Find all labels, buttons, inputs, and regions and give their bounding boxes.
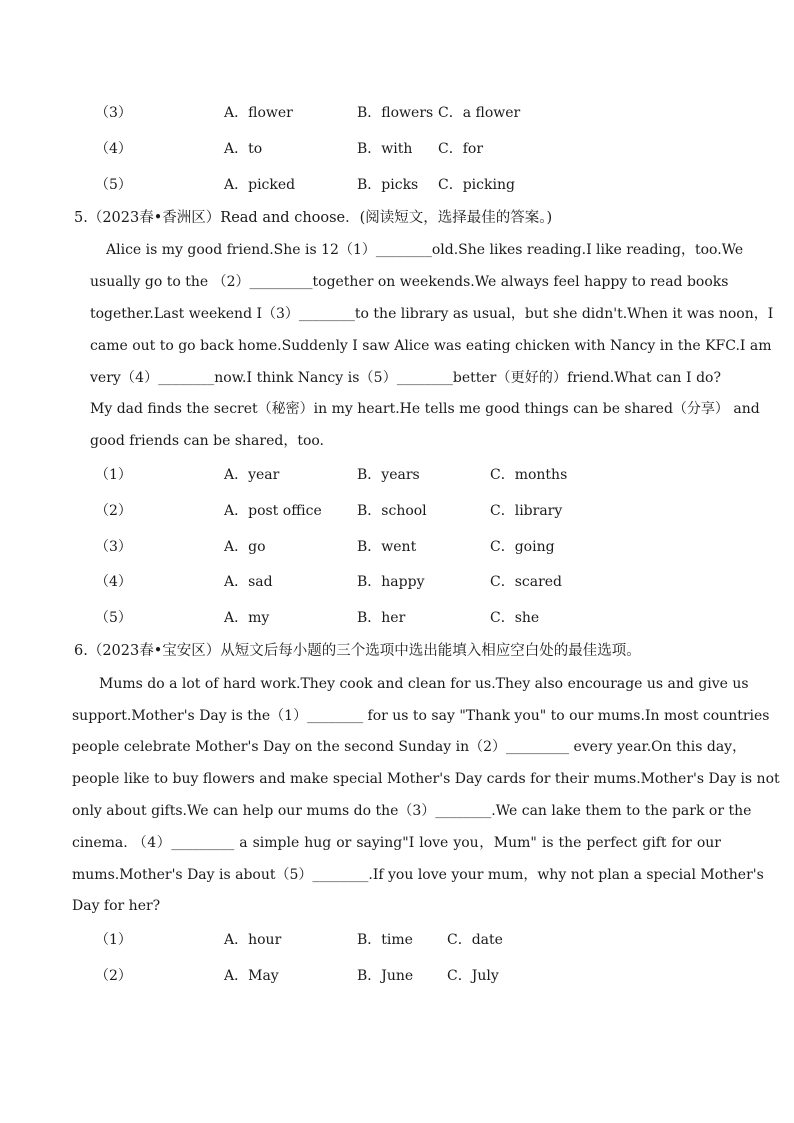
option-c: C．scared	[490, 574, 563, 590]
q5-passage-line: very（4）________now.I think Nancy is（5）________better（更好的）friend.What can I do?	[90, 370, 721, 386]
option-b: B．years	[357, 467, 420, 483]
option-number: （5）	[95, 177, 132, 193]
q6-passage-line: cinema. （4）_________ a simple hug or saying"I love you，Mum" is the perfect gift for our	[72, 835, 721, 851]
option-number: （3）	[95, 539, 132, 555]
option-b: B．June	[357, 968, 414, 984]
option-number: （4）	[95, 141, 132, 157]
option-number: （2）	[95, 503, 132, 519]
option-c: C．months	[490, 467, 568, 483]
option-b: B．picks	[357, 177, 419, 193]
option-b: B．went	[357, 539, 417, 555]
option-c: C．July	[447, 968, 499, 984]
q6-passage-line: mums.Mother's Day is about（5）________.If you love your mum，why not plan a special Mother's	[72, 867, 764, 883]
option-b: B．her	[357, 610, 406, 626]
option-b: B．with	[357, 141, 413, 157]
option-a: A．sad	[224, 574, 273, 590]
option-c: C．going	[490, 539, 555, 555]
q6-title: 6.（2023春•宝安区）从短文后每小题的三个选项中选出能填入相应空白处的最佳选项。	[74, 643, 641, 659]
option-c: C．picking	[438, 177, 515, 193]
option-a: A．year	[224, 467, 280, 483]
option-a: A．hour	[224, 932, 282, 948]
q5-passage-line: usually go to the （2）_________together on weekends.We always feel happy to read books	[90, 274, 729, 290]
option-b: B．happy	[357, 574, 425, 590]
q6-passage-line: support.Mother's Day is the（1）________ for us to say "Thank you" to our mums.In most countries	[72, 708, 770, 724]
option-c: C．library	[490, 503, 563, 519]
option-a: A．post office	[224, 503, 322, 519]
option-c: C．date	[447, 932, 503, 948]
q6-passage-line: people like to buy flowers and make special Mother's Day cards for their mums.Mother's Day is not	[72, 771, 780, 787]
option-a: A．my	[224, 610, 270, 626]
option-a: A．go	[224, 539, 266, 555]
q6-passage-line: Mums do a lot of hard work.They cook and clean for us.They also encourage us and give us	[99, 676, 749, 692]
option-b: B．flowers	[357, 105, 434, 121]
q5-passage-line: together.Last weekend I（3）________to the library as usual，but she didn't.When it was noon，I	[90, 306, 774, 322]
option-b: B．time	[357, 932, 413, 948]
q5-passage-line: My dad finds the secret（秘密）in my heart.He tells me good things can be shared（分享） and	[90, 401, 760, 417]
q6-passage-line: only about gifts.We can help our mums do the（3）________.We can lake them to the park or the	[72, 803, 752, 819]
option-c: C．she	[490, 610, 540, 626]
option-number: （3）	[95, 105, 132, 121]
q5-passage-line: Alice is my good friend.She is 12（1）________old.She likes reading.I like reading，too.We	[106, 242, 744, 258]
q6-passage-line: Day for her?	[72, 898, 161, 914]
q5-passage-line: good friends can be shared，too.	[90, 433, 325, 449]
option-c: C．for	[438, 141, 484, 157]
option-number: （5）	[95, 610, 132, 626]
option-number: （1）	[95, 467, 132, 483]
option-number: （1）	[95, 932, 132, 948]
option-a: A．to	[224, 141, 263, 157]
option-a: A．May	[224, 968, 279, 984]
option-c: C．a flower	[438, 105, 521, 121]
option-number: （4）	[95, 574, 132, 590]
option-number: （2）	[95, 968, 132, 984]
q5-passage-line: came out to go back home.Suddenly I saw Alice was eating chicken with Nancy in the KFC.I am	[90, 338, 772, 354]
option-a: A．flower	[224, 105, 293, 121]
q6-passage-line: people celebrate Mother's Day on the second Sunday in（2）_________ every year.On this day，	[72, 739, 747, 755]
option-a: A．picked	[224, 177, 296, 193]
q5-title: 5.（2023春•香洲区）Read and choose．(阅读短文，选择最佳的答案。)	[74, 210, 553, 226]
option-b: B．school	[357, 503, 427, 519]
